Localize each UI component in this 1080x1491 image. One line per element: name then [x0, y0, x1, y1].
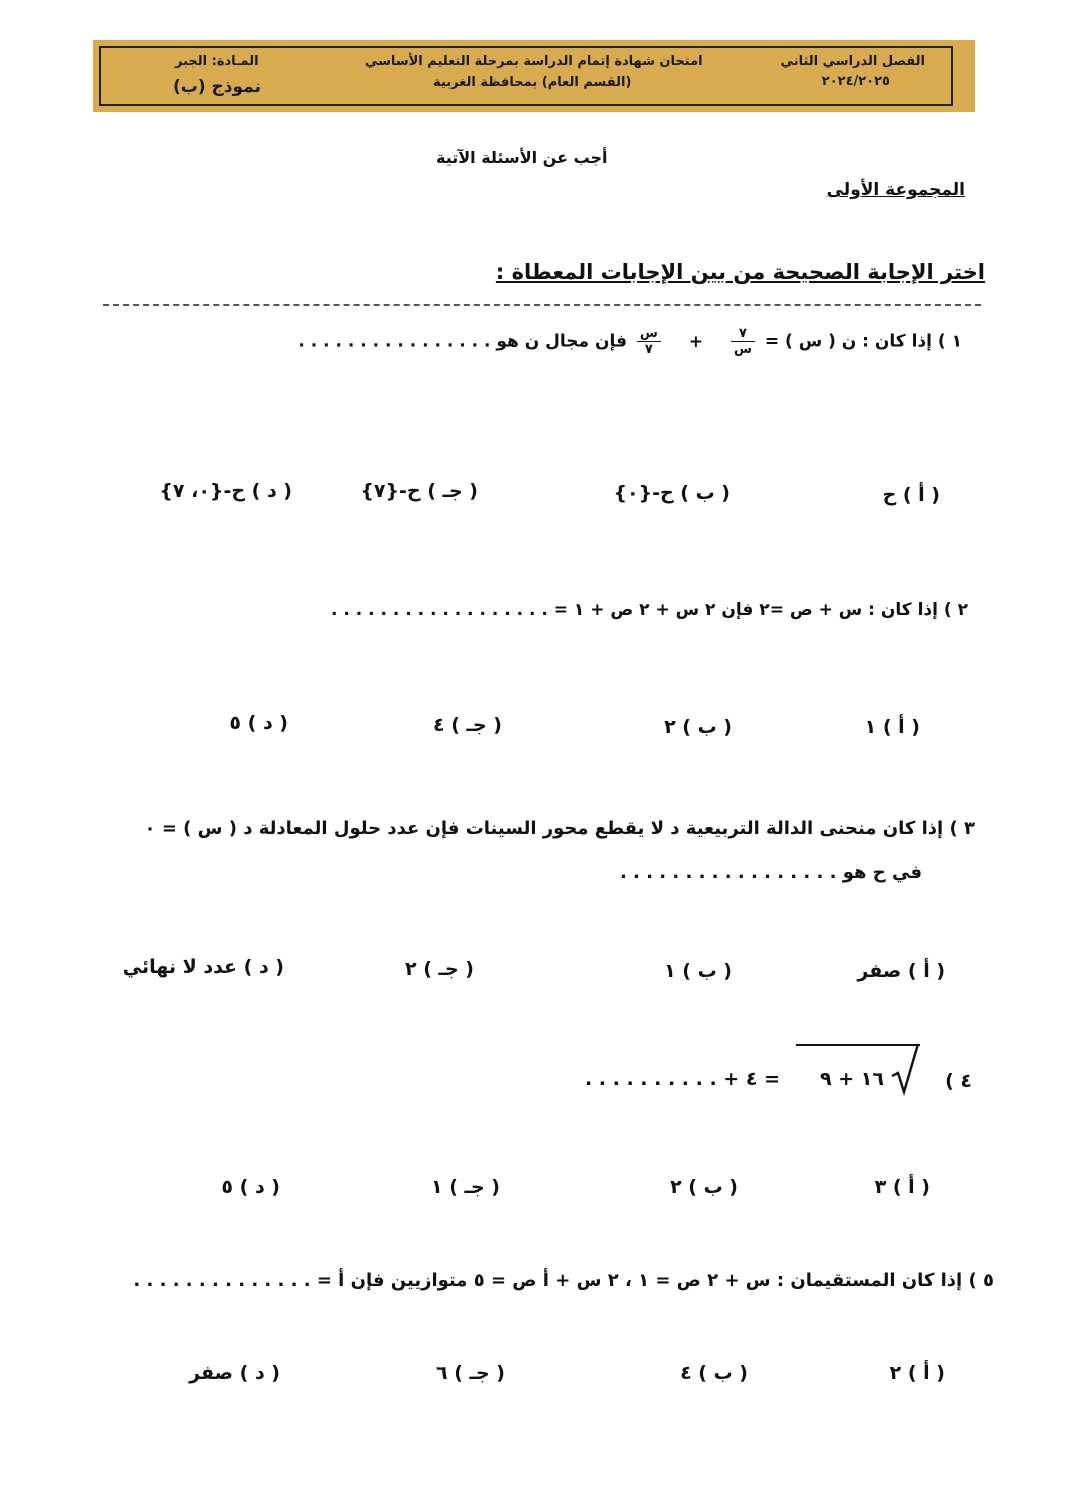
radical-sign-icon [890, 1040, 920, 1096]
question-4-number: ٤ ) [945, 1070, 972, 1092]
option-b[interactable]: ( ب ) ح-{٠} [613, 482, 730, 504]
question-5 [133, 1270, 994, 1291]
dashed-divider [103, 304, 981, 306]
fraction-7-over-x: $\frac{٧}{\text{س}}$ [731, 326, 755, 357]
question-text: إذا كان : س + ص =٢ فإن ٢ س + ٢ ص + ١ = . . . . . . . . . . . . . . . . . . [330, 600, 938, 620]
question-number: ٥ ) [968, 1270, 994, 1291]
question-3 [145, 818, 975, 839]
question-3-continued: في ح هو . . . . . . . . . . . . . . . . . [619, 862, 922, 883]
model-label: نموذج (ب) [173, 77, 261, 97]
exam-header [93, 40, 975, 112]
option-b[interactable]: ( ب ) ١ [664, 960, 732, 982]
year-label: ٢٠٢٤/٢٠٢٥ [821, 74, 890, 89]
question-text-line1: إذا كان منحنى الدالة التربيعية د لا يقطع محور السينات فإن عدد حلول المعادلة د ( س ) = ٠ [144, 818, 944, 839]
subject-label: المـادة: الجبر [175, 54, 259, 69]
option-d[interactable]: ( د ) عدد لا نهائي [122, 956, 284, 978]
question-text: إذا كان المستقيمان : س + ٢ ص = ١ ، ٢ س + أ ص = ٥ متوازيين فإن أ = . . . . . . . . . . . . . . [133, 1270, 963, 1291]
option-a[interactable]: ( أ ) ح [882, 484, 940, 506]
option-d[interactable]: ( د ) ح-{٠، ٧} [159, 480, 292, 502]
question-text-end: فإن مجال ن هو . . . . . . . . . . . . . . . . [298, 331, 627, 352]
option-b[interactable]: ( ب ) ٤ [680, 1362, 748, 1384]
radicand: ١٦ + ٩ [820, 1068, 884, 1090]
option-a[interactable]: ( أ ) ٣ [874, 1176, 930, 1198]
question-number: ٣ ) [949, 818, 975, 839]
option-c[interactable]: ( جـ ) ٢ [404, 958, 474, 980]
option-a[interactable]: ( أ ) صفر [857, 960, 945, 982]
question-number: ١ ) [937, 331, 962, 352]
section-title: المجموعة الأولى [826, 180, 965, 200]
option-c[interactable]: ( جـ ) ١ [430, 1176, 500, 1198]
option-a[interactable]: ( أ ) ١ [864, 716, 920, 738]
question-number: ٢ ) [943, 600, 968, 620]
question-1 [298, 326, 962, 357]
option-d[interactable]: ( د ) ٥ [229, 712, 288, 734]
option-a[interactable]: ( أ ) ٢ [889, 1362, 945, 1384]
page-title: أجب عن الأسئلة الآتية [436, 148, 608, 167]
fraction-x-over-7: $\frac{\text{س}}{٧}$ [637, 326, 661, 357]
option-d[interactable]: ( د ) صفر [189, 1362, 280, 1384]
option-b[interactable]: ( ب ) ٢ [664, 716, 732, 738]
plus-sign: + [688, 331, 704, 352]
question-4-text: = ٤ + . . . . . . . . . . [584, 1068, 780, 1090]
option-d[interactable]: ( د ) ٥ [221, 1176, 280, 1198]
question-2 [331, 600, 968, 620]
exam-title-line2: (القسم العام) بمحافظة الغربية [433, 75, 632, 90]
option-c[interactable]: ( جـ ) ح-{٧} [360, 480, 478, 502]
term-label: الفصل الدراسي الثاني [780, 54, 925, 69]
instruction-text: اختر الإجابة الصحيحة من بين الإجابات المعطاة : [495, 260, 985, 284]
question-text-start: إذا كان : ن ( س ) = [764, 331, 932, 352]
option-c[interactable]: ( جـ ) ٦ [435, 1362, 505, 1384]
exam-title-line1: امتحان شهادة إتمام الدراسة بمرحلة التعليم الأساسي [365, 54, 703, 69]
option-c[interactable]: ( جـ ) ٤ [432, 714, 502, 736]
option-b[interactable]: ( ب ) ٢ [670, 1176, 738, 1198]
